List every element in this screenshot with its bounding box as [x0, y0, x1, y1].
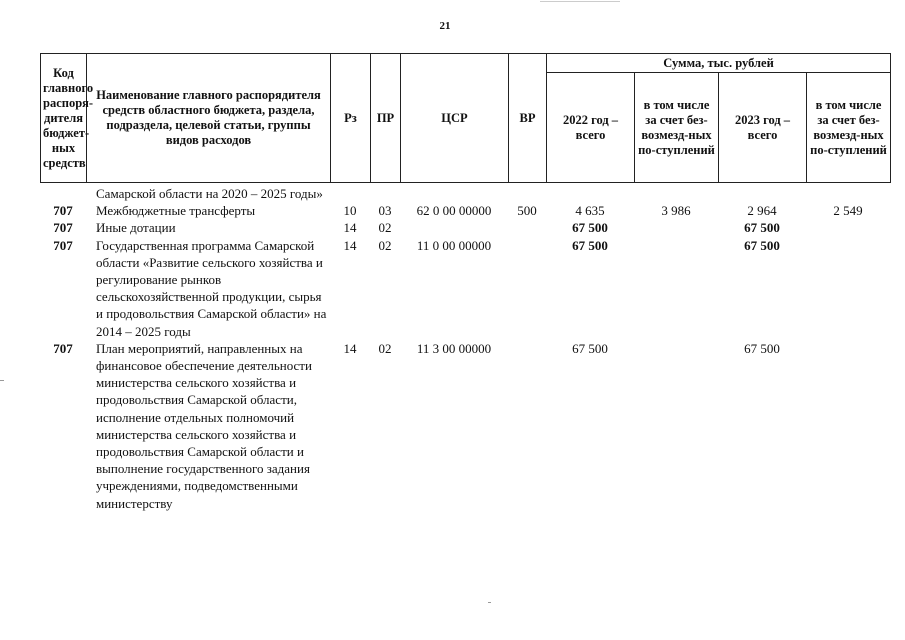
cell-free-2022	[634, 219, 718, 236]
header-rz: Рз	[331, 54, 371, 183]
table-row	[40, 219, 890, 236]
cell-total-2023: 67 500	[744, 220, 780, 236]
header-vr: ВР	[509, 54, 547, 183]
cell-total-2023: 2 964	[747, 203, 777, 219]
cell-csr: 11 3 00 00000	[416, 340, 492, 356]
cell-vr	[508, 340, 546, 512]
cell-code: 707	[53, 220, 73, 236]
cell-pr: 02	[378, 237, 392, 253]
cell-code: 707	[53, 340, 73, 356]
cell-pr: 02	[378, 220, 392, 236]
table-row	[40, 185, 890, 202]
cell-name: План мероприятий, направленных на финансовое обеспечение деятельности министерства сельского хозяйства и продовольствия Самарской области, исполнение отдельных полномочий министерства сельского хозяйства и продовольствия Самарской области и выполнение государственного задания учреждениями, подведомственными министерству	[96, 340, 312, 511]
cell-pr: 03	[378, 203, 392, 219]
cell-code: 707	[53, 203, 73, 219]
cell-rz: 10	[343, 203, 357, 219]
scan-mark	[0, 380, 4, 381]
table-header	[40, 53, 891, 183]
scan-mark	[488, 602, 491, 603]
cell-rz: 14	[343, 237, 357, 253]
cell-rz: 14	[343, 220, 357, 236]
header-name: Наименование главного распорядителя средств областного бюджета, раздела, подраздела, целевой статьи, группы видов расходов	[87, 54, 331, 183]
header-total-2022: 2022 год – всего	[547, 73, 635, 183]
cell-rz: 14	[343, 340, 357, 356]
header-csr: ЦСР	[401, 54, 509, 183]
cell-code	[40, 185, 86, 202]
cell-free-2022	[634, 185, 718, 202]
cell-total-2022: 67 500	[572, 237, 608, 253]
header-sum: Сумма, тыс. рублей	[547, 54, 891, 73]
cell-name: Межбюджетные трансферты	[96, 203, 256, 219]
scan-mark	[540, 1, 620, 2]
cell-pr	[370, 185, 400, 202]
cell-vr	[508, 219, 546, 236]
cell-total-2023: 67 500	[744, 340, 780, 356]
header-free-2023: в том числе за счет без-возмезд-ных по-ступлений	[807, 73, 891, 183]
header-pr: ПР	[371, 54, 401, 183]
page-number: 21	[439, 20, 451, 32]
table-row	[40, 202, 890, 219]
cell-total-2022: 67 500	[572, 220, 608, 236]
cell-csr: 62 0 00 00000	[416, 203, 492, 219]
cell-pr: 02	[378, 340, 392, 356]
header-free-2022: в том числе за счет без-возмезд-ных по-ступлений	[635, 73, 719, 183]
cell-total-2022: 4 635	[575, 203, 605, 219]
cell-free-2022	[634, 237, 718, 340]
cell-free-2022	[634, 340, 718, 512]
cell-total-2023	[718, 185, 806, 202]
cell-total-2022	[546, 185, 634, 202]
cell-csr: 11 0 00 00000	[416, 237, 492, 253]
cell-total-2022: 67 500	[572, 340, 608, 356]
table-row	[40, 340, 890, 512]
cell-total-2023: 67 500	[744, 237, 780, 253]
cell-code: 707	[53, 237, 73, 253]
cell-vr: 500	[517, 203, 537, 219]
table-row	[40, 237, 890, 340]
table-body	[40, 185, 890, 512]
cell-vr	[508, 185, 546, 202]
cell-csr	[400, 185, 508, 202]
cell-rz	[330, 185, 370, 202]
cell-vr	[508, 237, 546, 340]
cell-free-2023	[806, 237, 890, 340]
cell-free-2023	[806, 340, 890, 512]
cell-name: Государственная программа Самарской области «Развитие сельского хозяйства и регулирование рынков сельскохозяйственной продукции, сырья и продовольствия Самарской области» на 2014 – 2025 годы	[96, 237, 327, 339]
cell-free-2023: 2 549	[833, 203, 863, 219]
cell-free-2023	[806, 185, 890, 202]
cell-csr	[400, 219, 508, 236]
cell-name: Самарской области на 2020 – 2025 годы»	[96, 186, 323, 201]
header-total-2023: 2023 год – всего	[719, 73, 807, 183]
header-code: Код главного распоря-дителя бюджет-ных средств	[41, 54, 87, 183]
cell-name: Иные дотации	[96, 220, 176, 236]
cell-free-2023	[806, 219, 890, 236]
cell-free-2022: 3 986	[661, 203, 691, 219]
